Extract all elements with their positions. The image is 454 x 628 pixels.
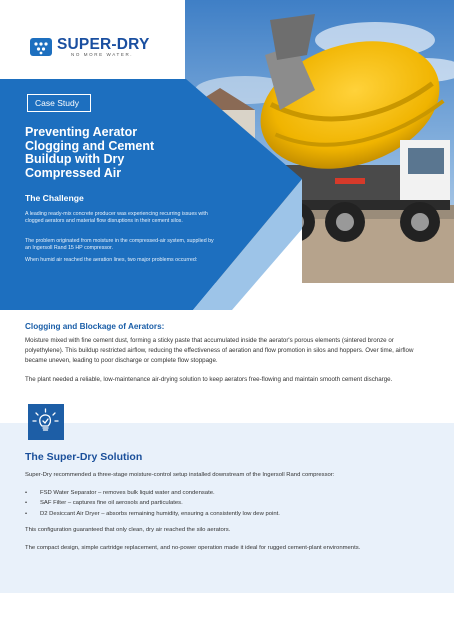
page-title: Preventing Aerator Clogging and Cement Buildup with Dry Compressed Air bbox=[25, 125, 155, 180]
clogging-heading: Clogging and Blockage of Aerators: bbox=[25, 322, 165, 331]
list-item: • FSD Water Separator – removes bulk liquid water and condensate. bbox=[25, 488, 280, 498]
clogging-paragraph: The plant needed a reliable, low-maintenance air-drying solution to keep aerators free-flowing and maintain smooth cement discharge. bbox=[25, 376, 393, 383]
solution-intro: Super-Dry recommended a three-stage moisture-control setup installed downstream of the Ingersoll Rand compressor: bbox=[25, 472, 335, 478]
lightbulb-icon bbox=[28, 404, 64, 440]
challenge-paragraph: When humid air reached the aeration lines, two major problems occurred: bbox=[25, 257, 198, 263]
challenge-paragraph: A leading ready-mix concrete producer was experiencing recurring issues with clogged aerators and material flow disruptions in their cement silos. bbox=[25, 211, 208, 224]
challenge-paragraph: The problem originated from moisture in the compressed-air system, supplied by an Ingersoll Rand 15 HP compressor. bbox=[25, 238, 214, 251]
logo-name: SUPER-DRY bbox=[57, 35, 150, 53]
logo-tagline: NO MORE WATER. bbox=[71, 51, 134, 57]
solution-closing: The compact design, simple cartridge replacement, and no-power operation made it ideal for rugged cement-plant environments. bbox=[25, 545, 361, 551]
challenge-heading: The Challenge bbox=[25, 193, 84, 203]
solution-heading: The Super-Dry Solution bbox=[25, 451, 143, 463]
case-study-badge: Case Study bbox=[27, 94, 91, 112]
logo-mark-icon bbox=[30, 36, 52, 58]
list-item: • SAF Filter – captures fine oil aerosols and particulates. bbox=[25, 498, 280, 508]
clogging-paragraph: Moisture mixed with fine cement dust, forming a sticky paste that accumulated inside the aerator's porous elements (sintered bronze or polyethylene). This buildup restricted airflow, reducing the effectiveness of aeration and flow promotion in silos and hoppers. Over time, airflow became uneven, leading to poor discharge or complete flow stoppage. bbox=[25, 337, 414, 364]
list-item: • D2 Desiccant Air Dryer – absorbs remaining humidity, ensuring a consistently low dew point. bbox=[25, 509, 280, 519]
brand-logo bbox=[30, 36, 150, 58]
solution-list bbox=[25, 488, 280, 519]
solution-closing: This configuration guaranteed that only clean, dry air reached the silo aerators. bbox=[25, 527, 231, 533]
